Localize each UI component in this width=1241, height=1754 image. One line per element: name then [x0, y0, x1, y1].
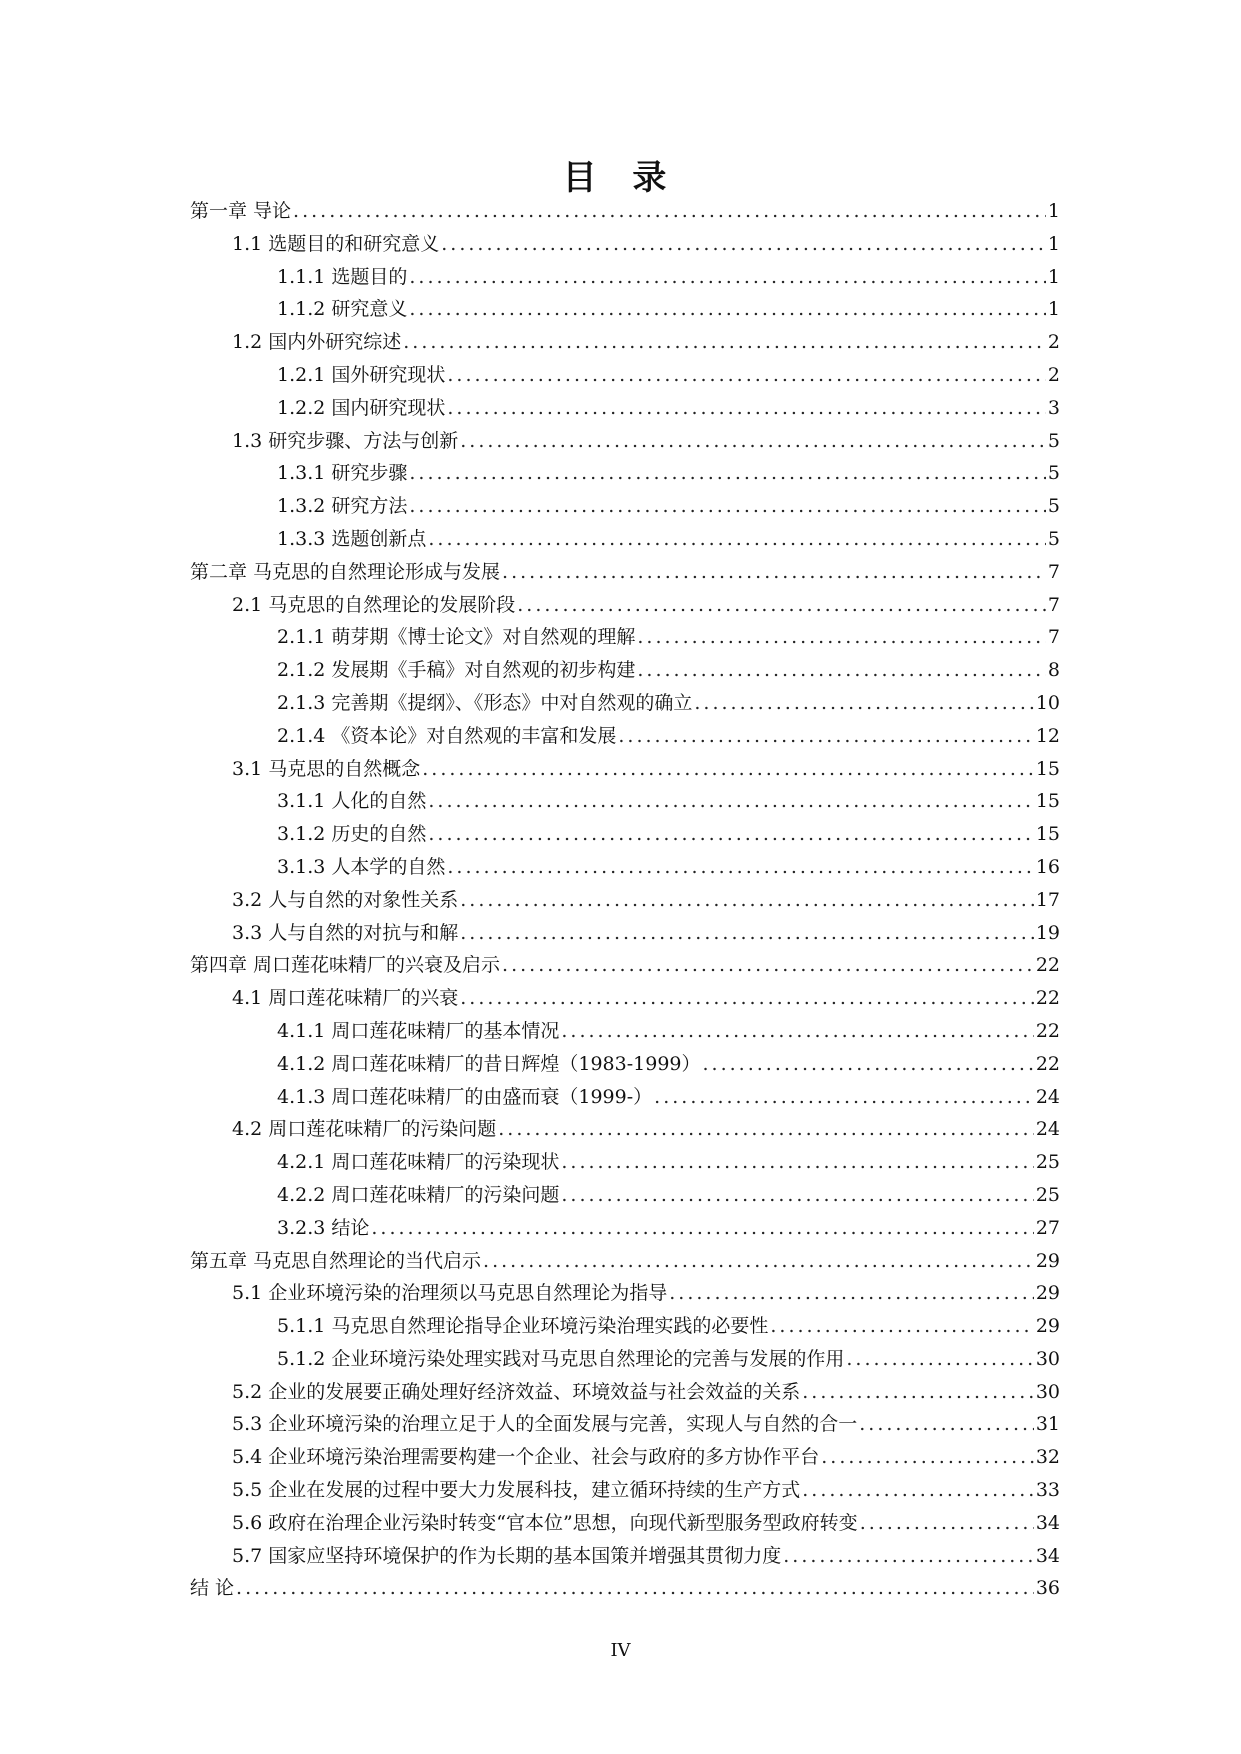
toc-entry[interactable] [190, 1082, 1060, 1115]
toc-entry[interactable] [190, 1377, 1060, 1410]
toc-entry[interactable] [190, 393, 1060, 426]
toc-entry[interactable] [190, 983, 1060, 1016]
dot-leader [703, 1053, 1034, 1075]
toc-entry[interactable] [190, 229, 1060, 262]
toc-entry-label: 1.3.2 研究方法 [277, 495, 408, 518]
toc-entry-label: 5.7 国家应坚持环境保护的作为长期的基本国策并增强其贯彻力度 [232, 1544, 782, 1567]
dot-leader [561, 1184, 1033, 1206]
dot-leader [428, 823, 1033, 845]
toc-entry-label: 3.3 人与自然的对抗与和解 [232, 921, 459, 944]
toc-entry[interactable] [190, 852, 1060, 885]
toc-entry[interactable] [190, 918, 1060, 951]
toc-entry-page: 15 [1035, 823, 1060, 846]
dot-leader [821, 1446, 1034, 1468]
toc-entry-page: 30 [1035, 1380, 1060, 1403]
toc-entry-page: 29 [1035, 1249, 1060, 1272]
toc-entry[interactable] [190, 524, 1060, 557]
toc-entry-page: 19 [1035, 921, 1060, 944]
toc-entry-label: 5.5 企业在发展的过程中要大力发展科技，建立循环持续的生产方式 [232, 1479, 801, 1502]
toc-entry-label: 1.3.1 研究步骤 [277, 462, 408, 485]
toc-entry[interactable] [190, 1213, 1060, 1246]
dot-leader [483, 1250, 1034, 1272]
toc-entry[interactable] [190, 294, 1060, 327]
toc-entry-label: 4.1.1 周口莲花味精厂的基本情况 [277, 1019, 560, 1042]
dot-leader [293, 200, 1046, 222]
toc-entry[interactable] [190, 1508, 1060, 1541]
toc-entry[interactable] [190, 1409, 1060, 1442]
dot-leader [561, 1151, 1033, 1173]
toc-entry[interactable] [190, 1475, 1060, 1508]
toc-entry-label: 3.2.3 结论 [277, 1216, 370, 1239]
dot-leader [654, 1086, 1034, 1108]
toc-entry[interactable] [190, 1246, 1060, 1279]
toc-entry-page: 24 [1035, 1085, 1060, 1108]
toc-entry-page: 34 [1035, 1511, 1060, 1534]
toc-entry-page: 22 [1035, 987, 1060, 1010]
toc-entry[interactable] [190, 786, 1060, 819]
toc-entry-page: 3 [1047, 396, 1060, 419]
toc-entry[interactable] [190, 1114, 1060, 1147]
toc-entry-label: 第一章 导论 [190, 200, 292, 222]
toc-entry-page: 2 [1047, 331, 1060, 354]
toc-entry-page: 5 [1047, 462, 1060, 485]
toc-entry-label: 4.1 周口莲花味精厂的兴衰 [232, 987, 459, 1010]
dot-leader [802, 1479, 1034, 1501]
toc-entry-label: 3.1.3 人本学的自然 [277, 855, 446, 878]
dot-leader [460, 922, 1034, 944]
toc-entry[interactable] [190, 819, 1060, 852]
dot-leader [561, 1020, 1033, 1042]
toc-entry-label: 3.2 人与自然的对象性关系 [232, 888, 459, 911]
toc-entry-label: 4.2.1 周口莲花味精厂的污染现状 [277, 1151, 560, 1174]
toc-entry-label: 5.4 企业环境污染治理需要构建一个企业、社会与政府的多方协作平台 [232, 1446, 820, 1469]
toc-entry[interactable] [190, 1147, 1060, 1180]
dot-leader [428, 528, 1046, 550]
dot-leader [637, 659, 1046, 681]
toc-entry-label: 1.1 选题目的和研究意义 [232, 232, 440, 255]
toc-entry-page: 2 [1047, 363, 1060, 386]
toc-entry-page: 24 [1035, 1118, 1060, 1141]
toc-entry-page: 8 [1047, 659, 1060, 682]
dot-leader [498, 1118, 1034, 1140]
table-of-contents [190, 196, 1060, 1606]
toc-entry-page: 22 [1035, 1019, 1060, 1042]
dot-leader [409, 266, 1046, 288]
toc-entry-page: 29 [1035, 1315, 1060, 1338]
dot-leader [770, 1315, 1033, 1337]
toc-entry-page: 22 [1035, 954, 1060, 977]
toc-entry-label: 1.1.1 选题目的 [277, 265, 408, 288]
toc-entry-page: 25 [1035, 1183, 1060, 1206]
toc-entry-page: 7 [1047, 626, 1060, 649]
toc-entry[interactable] [190, 426, 1060, 459]
toc-entry-page: 17 [1035, 888, 1060, 911]
toc-entry-page: 5 [1047, 527, 1060, 550]
toc-entry-label: 3.1 马克思的自然概念 [232, 757, 421, 780]
toc-entry[interactable] [190, 327, 1060, 360]
toc-entry-page: 1 [1047, 200, 1060, 222]
toc-entry[interactable] [190, 1278, 1060, 1311]
toc-entry-label: 1.2.2 国内研究现状 [277, 396, 446, 419]
toc-entry-page: 1 [1047, 232, 1060, 255]
dot-leader [441, 233, 1046, 255]
dot-leader [637, 626, 1046, 648]
toc-entry-page: 7 [1047, 593, 1060, 616]
dot-leader [694, 692, 1033, 714]
toc-entry-label: 2.1.2 发展期《手稿》对自然观的初步构建 [277, 659, 636, 682]
toc-entry-label: 1.3.3 选题创新点 [277, 527, 427, 550]
toc-entry-label: 1.1.2 研究意义 [277, 298, 408, 321]
toc-entry[interactable] [190, 196, 1060, 229]
toc-entry-label: 2.1.4 《资本论》对自然观的丰富和发展 [277, 724, 617, 747]
toc-entry-page: 30 [1035, 1347, 1060, 1370]
toc-entry-label: 5.2 企业的发展要正确处理好经济效益、环境效益与社会效益的关系 [232, 1380, 801, 1403]
toc-entry[interactable] [190, 1344, 1060, 1377]
dot-leader [502, 954, 1034, 976]
toc-entry-page: 10 [1035, 691, 1060, 714]
toc-entry-label: 4.1.2 周口莲花味精厂的昔日辉煌（1983-1999） [277, 1052, 701, 1075]
toc-entry[interactable] [190, 262, 1060, 295]
toc-entry[interactable] [190, 1541, 1060, 1574]
dot-leader [859, 1413, 1034, 1435]
toc-entry[interactable] [190, 590, 1060, 623]
toc-entry-label: 1.2 国内外研究综述 [232, 331, 402, 354]
dot-leader [447, 397, 1046, 419]
page-number: IV [610, 1640, 631, 1661]
dot-leader [428, 790, 1033, 812]
toc-entry-page: 15 [1035, 757, 1060, 780]
toc-entry-page: 32 [1035, 1446, 1060, 1469]
dot-leader [669, 1282, 1034, 1304]
dot-leader [802, 1381, 1034, 1403]
toc-entry-page: 12 [1035, 724, 1060, 747]
toc-entry[interactable] [190, 885, 1060, 918]
toc-entry[interactable] [190, 491, 1060, 524]
dot-leader [409, 495, 1046, 517]
dot-leader [460, 430, 1046, 452]
dot-leader [783, 1545, 1034, 1567]
toc-entry[interactable] [190, 1049, 1060, 1082]
toc-entry-page: 36 [1035, 1577, 1060, 1600]
toc-entry[interactable] [190, 1016, 1060, 1049]
dot-leader [517, 594, 1046, 616]
toc-entry[interactable] [190, 1180, 1060, 1213]
toc-entry-label: 5.6 政府在治理企业污染时转变“官本位”思想，向现代新型服务型政府转变 [232, 1511, 858, 1534]
toc-entry-label: 4.2.2 周口莲花味精厂的污染问题 [277, 1183, 560, 1206]
toc-entry-page: 34 [1035, 1544, 1060, 1567]
toc-entry-label: 2.1 马克思的自然理论的发展阶段 [232, 593, 516, 616]
dot-leader [447, 856, 1033, 878]
toc-entry-page: 1 [1047, 298, 1060, 321]
toc-entry-page: 33 [1035, 1479, 1060, 1502]
toc-entry[interactable] [190, 754, 1060, 787]
toc-entry-label: 2.1.1 萌芽期《博士论文》对自然观的理解 [277, 626, 636, 649]
toc-entry-label: 第二章 马克思的自然理论形成与发展 [190, 560, 501, 583]
dot-leader [846, 1348, 1033, 1370]
toc-entry-page: 22 [1035, 1052, 1060, 1075]
toc-entry-label: 2.1.3 完善期《提纲》、《形态》中对自然观的确立 [277, 691, 693, 714]
toc-entry-label: 第五章 马克思自然理论的当代启示 [190, 1249, 482, 1272]
toc-entry-page: 15 [1035, 790, 1060, 813]
toc-entry-label: 1.3 研究步骤、方法与创新 [232, 429, 459, 452]
toc-entry[interactable] [190, 1442, 1060, 1475]
dot-leader [460, 889, 1034, 911]
dot-leader [860, 1512, 1034, 1534]
toc-entry[interactable] [190, 622, 1060, 655]
toc-entry[interactable] [190, 1311, 1060, 1344]
toc-entry-label: 5.1.1 马克思自然理论指导企业环境污染治理实践的必要性 [277, 1315, 769, 1338]
dot-leader [460, 987, 1034, 1009]
dot-leader [236, 1577, 1034, 1599]
toc-entry-label: 第四章 周口莲花味精厂的兴衰及启示 [190, 954, 501, 977]
toc-entry-label: 4.1.3 周口莲花味精厂的由盛而衰（1999-） [277, 1085, 653, 1108]
toc-entry[interactable] [190, 557, 1060, 590]
toc-entry-page: 5 [1047, 495, 1060, 518]
toc-entry-page: 7 [1047, 560, 1060, 583]
dot-leader [409, 462, 1046, 484]
toc-entry-label: 5.3 企业环境污染的治理立足于人的全面发展与完善，实现人与自然的合一 [232, 1413, 858, 1436]
toc-entry-page: 1 [1047, 265, 1060, 288]
toc-entry[interactable] [190, 950, 1060, 983]
toc-entry-label: 3.1.1 人化的自然 [277, 790, 427, 813]
toc-entry-label: 4.2 周口莲花味精厂的污染问题 [232, 1118, 497, 1141]
toc-entry[interactable] [190, 1573, 1060, 1606]
toc-entry-label: 结 论 [190, 1577, 235, 1600]
dot-leader [618, 725, 1033, 747]
toc-title: 目 录 [562, 158, 679, 198]
dot-leader [422, 758, 1034, 780]
toc-entry-label: 5.1.2 企业环境污染处理实践对马克思自然理论的完善与发展的作用 [277, 1347, 845, 1370]
dot-leader [447, 364, 1046, 386]
toc-entry[interactable] [190, 721, 1060, 754]
toc-entry-page: 25 [1035, 1151, 1060, 1174]
toc-entry-page: 29 [1035, 1282, 1060, 1305]
dot-leader [403, 331, 1046, 353]
toc-entry[interactable] [190, 458, 1060, 491]
toc-entry[interactable] [190, 655, 1060, 688]
toc-entry-page: 27 [1035, 1216, 1060, 1239]
toc-entry-label: 3.1.2 历史的自然 [277, 823, 427, 846]
toc-entry-page: 31 [1035, 1413, 1060, 1436]
toc-entry-label: 1.2.1 国外研究现状 [277, 363, 446, 386]
toc-entry-page: 16 [1035, 855, 1060, 878]
toc-entry[interactable] [190, 688, 1060, 721]
dot-leader [371, 1217, 1033, 1239]
dot-leader [502, 561, 1046, 583]
dot-leader [409, 298, 1046, 320]
toc-entry-page: 5 [1047, 429, 1060, 452]
toc-entry[interactable] [190, 360, 1060, 393]
toc-entry-label: 5.1 企业环境污染的治理须以马克思自然理论为指导 [232, 1282, 668, 1305]
